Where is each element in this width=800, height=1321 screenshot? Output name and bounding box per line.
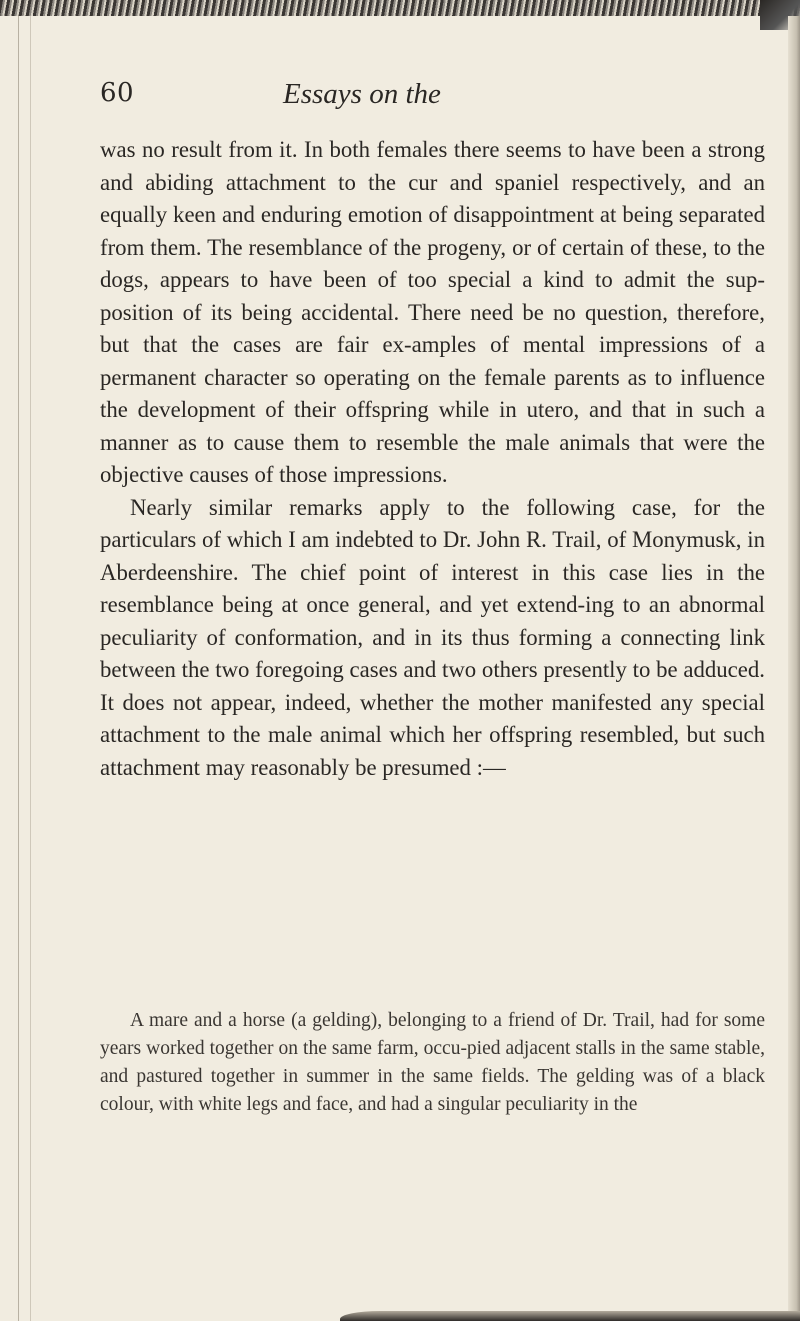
page-bottom-edge xyxy=(340,1311,800,1321)
gutter-line xyxy=(18,16,19,1321)
paragraph-1: was no result from it. In both females there seems to have been a strong and abiding attachment to the cur and spaniel respectively, and an equally keen and enduring emotion of disappointment at being separated from them. The resemblance of the progeny, or of certain of these, to the dogs, appears to have been of too special a kind to admit the sup-position of its being accidental. There need be no question, therefore, but that the cases are fair ex-amples of mental impressions of a permanent character so operating on the female parents as to influence the development of their offspring while in utero, and that in such a manner as to cause them to resemble the male animals that were the objective causes of those impressions. xyxy=(100,137,765,487)
body-text xyxy=(100,134,765,784)
page-number: 60 xyxy=(100,78,135,108)
book-page xyxy=(100,72,765,1115)
page-header xyxy=(100,72,765,122)
running-head: Essays on the xyxy=(283,78,441,110)
quoted-case-text: A mare and a horse (a gelding), belonging to a friend of Dr. Trail, had for some years worked together on the same farm, occu-pied adjacent stalls in the same stable, and pastured together in summer in the same fields. The gelding was of a black colour, with white legs and face, and had a singular peculiarity in the xyxy=(100,1010,765,1115)
page-right-edge xyxy=(788,16,800,1321)
page-top-edge xyxy=(0,0,800,16)
paragraph-2: Nearly similar remarks apply to the following case, for the particulars of which I am indebted to Dr. John R. Trail, of Monymusk, in Aberdeenshire. The chief point of interest in this case lies in the resemblance being at once general, and yet extend-ing to an abnormal peculiarity of conformation, and in its thus forming a connecting link between the two foregoing cases and two others presently to be adduced. It does not appear, indeed, whether the mother manifested any special attachment to the male animal which her offspring resembled, but such attachment may reasonably be presumed :— xyxy=(100,494,765,780)
gutter-line-inner xyxy=(30,16,31,1321)
